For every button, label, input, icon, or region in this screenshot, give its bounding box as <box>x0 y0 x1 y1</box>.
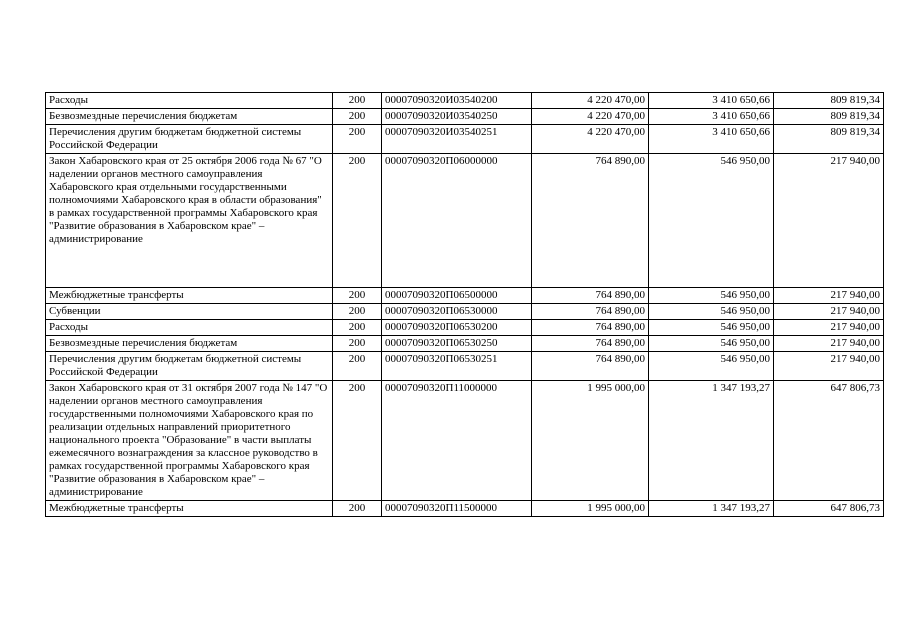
row-executed-cell: 3 410 650,66 <box>649 93 774 109</box>
table-row <box>46 93 884 109</box>
row-remaining-cell: 217 940,00 <box>774 336 884 352</box>
row-executed-cell: 3 410 650,66 <box>649 109 774 125</box>
table-row <box>46 501 884 517</box>
row-approved-cell: 1 995 000,00 <box>532 501 649 517</box>
row-name-cell: Перечисления другим бюджетам бюджетной системы Российской Федерации <box>46 125 333 154</box>
row-remaining-cell: 217 940,00 <box>774 154 884 288</box>
row-kbk-cell: 00007090320И03540251 <box>382 125 532 154</box>
table-row <box>46 288 884 304</box>
row-executed-cell: 546 950,00 <box>649 288 774 304</box>
row-executed-cell: 546 950,00 <box>649 320 774 336</box>
row-kbk-cell: 00007090320П06500000 <box>382 288 532 304</box>
row-name-cell: Закон Хабаровского края от 25 октября 2006 года № 67 "О наделении органов местного самоуправления Хабаровского края отдельными государственными полномочиями Хабаровского края в области образования" в рамках государственной программы Хабаровского края "Развитие образования в Хабаровском крае" – администрирование <box>46 154 333 288</box>
row-code-cell: 200 <box>333 336 382 352</box>
row-approved-cell: 764 890,00 <box>532 352 649 381</box>
row-approved-cell: 764 890,00 <box>532 336 649 352</box>
table-row <box>46 125 884 154</box>
row-name-cell: Субвенции <box>46 304 333 320</box>
row-code-cell: 200 <box>333 288 382 304</box>
row-kbk-cell: 00007090320П06530200 <box>382 320 532 336</box>
row-code-cell: 200 <box>333 304 382 320</box>
row-kbk-cell: 00007090320П06530250 <box>382 336 532 352</box>
row-kbk-cell: 00007090320П11500000 <box>382 501 532 517</box>
row-approved-cell: 1 995 000,00 <box>532 381 649 501</box>
row-approved-cell: 764 890,00 <box>532 320 649 336</box>
row-code-cell: 200 <box>333 501 382 517</box>
row-remaining-cell: 809 819,34 <box>774 93 884 109</box>
row-executed-cell: 1 347 193,27 <box>649 381 774 501</box>
row-code-cell: 200 <box>333 109 382 125</box>
budget-table <box>45 92 884 517</box>
row-remaining-cell: 809 819,34 <box>774 125 884 154</box>
row-approved-cell: 764 890,00 <box>532 288 649 304</box>
table-row <box>46 154 884 288</box>
row-approved-cell: 4 220 470,00 <box>532 93 649 109</box>
row-kbk-cell: 00007090320П06530000 <box>382 304 532 320</box>
row-code-cell: 200 <box>333 93 382 109</box>
row-name-cell: Закон Хабаровского края от 31 октября 2007 года № 147 "О наделении органов местного самоуправления государственными полномочиями Хабаровского края по реализации отдельных направлений приоритетного национального проекта "Образование" в части выплаты ежемесячного вознаграждения за классное руководство в рамках государственной программы Хабаровского края "Развитие образования в Хабаровском крае" – администрирование <box>46 381 333 501</box>
row-code-cell: 200 <box>333 352 382 381</box>
row-approved-cell: 4 220 470,00 <box>532 109 649 125</box>
table-row <box>46 109 884 125</box>
row-name-cell: Межбюджетные трансферты <box>46 501 333 517</box>
row-approved-cell: 4 220 470,00 <box>532 125 649 154</box>
row-remaining-cell: 647 806,73 <box>774 381 884 501</box>
row-remaining-cell: 217 940,00 <box>774 288 884 304</box>
row-code-cell: 200 <box>333 320 382 336</box>
row-name-cell: Перечисления другим бюджетам бюджетной системы Российской Федерации <box>46 352 333 381</box>
table-row <box>46 336 884 352</box>
row-name-cell: Расходы <box>46 93 333 109</box>
row-name-cell: Безвозмездные перечисления бюджетам <box>46 109 333 125</box>
row-kbk-cell: 00007090320И03540250 <box>382 109 532 125</box>
table-row <box>46 352 884 381</box>
row-approved-cell: 764 890,00 <box>532 304 649 320</box>
row-executed-cell: 546 950,00 <box>649 154 774 288</box>
row-remaining-cell: 217 940,00 <box>774 304 884 320</box>
row-executed-cell: 3 410 650,66 <box>649 125 774 154</box>
row-executed-cell: 546 950,00 <box>649 352 774 381</box>
row-remaining-cell: 809 819,34 <box>774 109 884 125</box>
row-kbk-cell: 00007090320П11000000 <box>382 381 532 501</box>
row-code-cell: 200 <box>333 381 382 501</box>
row-code-cell: 200 <box>333 154 382 288</box>
row-remaining-cell: 217 940,00 <box>774 320 884 336</box>
table-row <box>46 304 884 320</box>
row-remaining-cell: 647 806,73 <box>774 501 884 517</box>
row-executed-cell: 546 950,00 <box>649 304 774 320</box>
row-approved-cell: 764 890,00 <box>532 154 649 288</box>
row-kbk-cell: 00007090320П06530251 <box>382 352 532 381</box>
row-code-cell: 200 <box>333 125 382 154</box>
row-name-cell: Расходы <box>46 320 333 336</box>
table-row <box>46 381 884 501</box>
row-name-cell: Безвозмездные перечисления бюджетам <box>46 336 333 352</box>
row-remaining-cell: 217 940,00 <box>774 352 884 381</box>
row-kbk-cell: 00007090320И03540200 <box>382 93 532 109</box>
row-name-cell: Межбюджетные трансферты <box>46 288 333 304</box>
row-kbk-cell: 00007090320П06000000 <box>382 154 532 288</box>
table-row <box>46 320 884 336</box>
row-executed-cell: 546 950,00 <box>649 336 774 352</box>
row-executed-cell: 1 347 193,27 <box>649 501 774 517</box>
